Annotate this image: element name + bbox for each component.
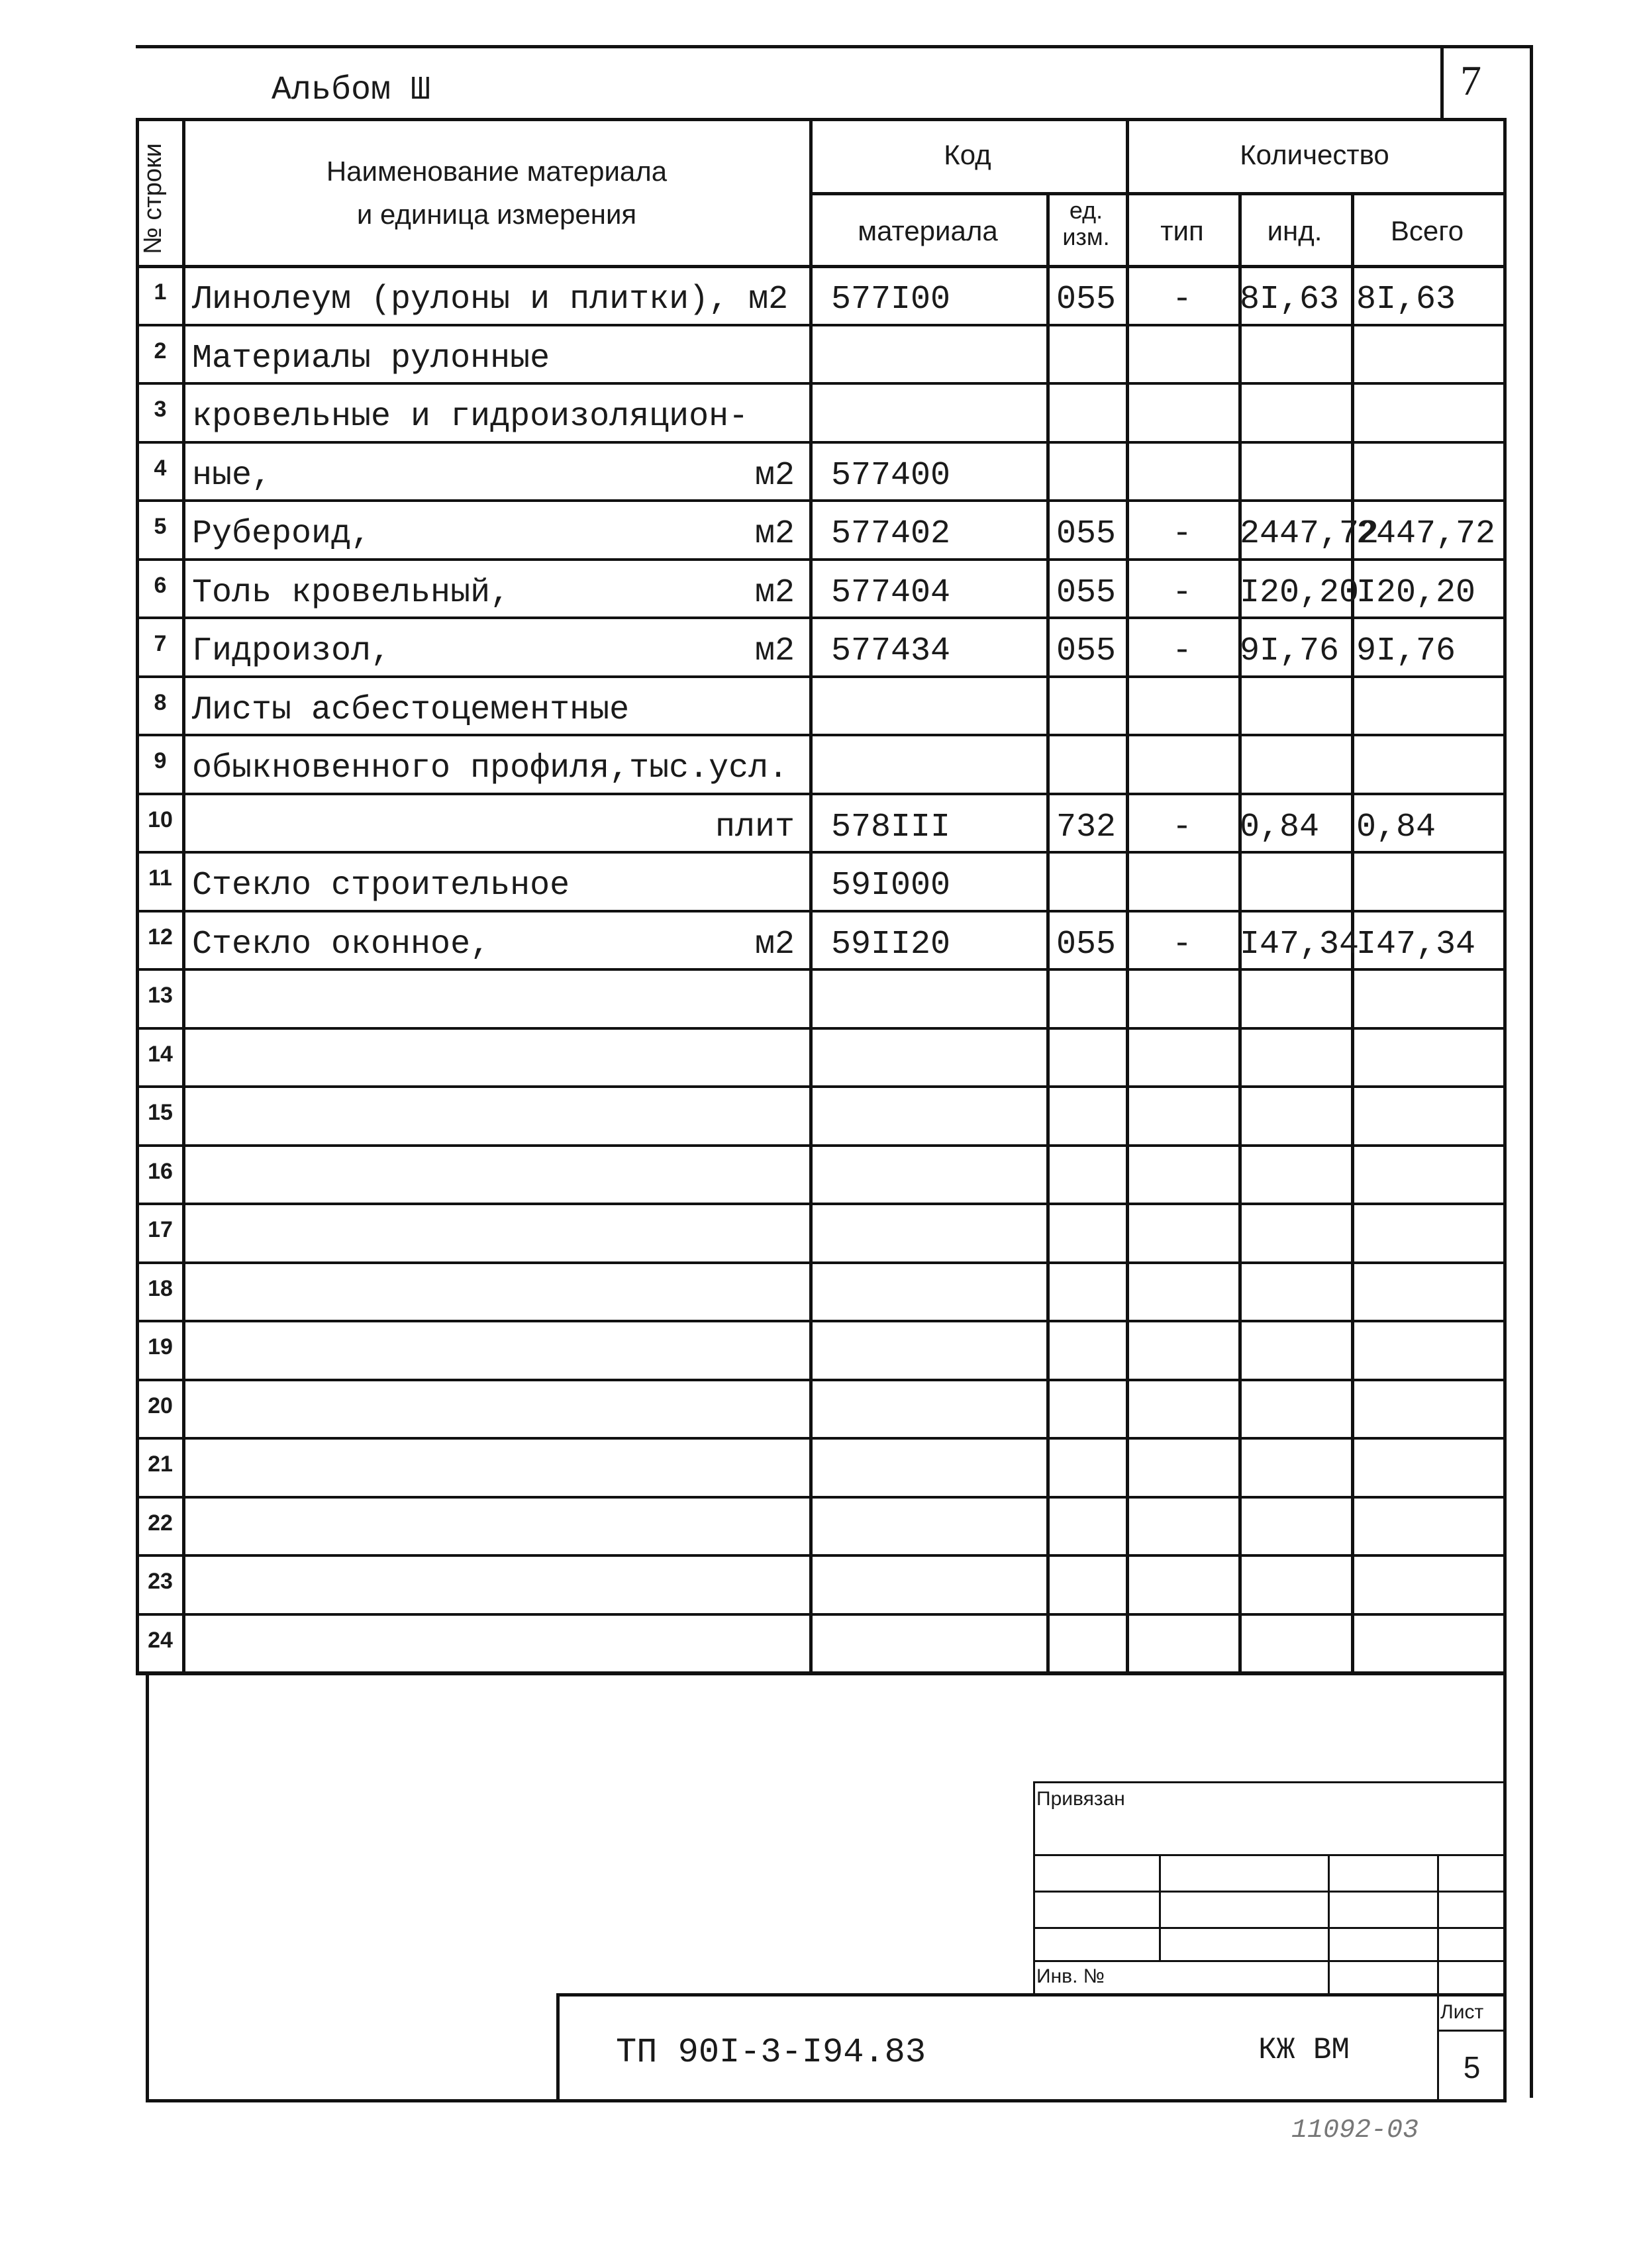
cell-code: 577402 xyxy=(831,515,951,553)
cell-ind: I47,34 xyxy=(1240,925,1360,963)
cell-ind: 9I,76 xyxy=(1240,632,1340,670)
row-number: 8 xyxy=(154,689,167,715)
footer-note: 11092-03 xyxy=(1291,2116,1419,2145)
row-number: 19 xyxy=(148,1334,173,1359)
row-divider xyxy=(136,616,1507,619)
cell-code: 59I000 xyxy=(831,867,951,905)
privyazan-label: Привязан xyxy=(1036,1788,1125,1810)
row-divider xyxy=(136,1496,1507,1499)
cell-total: 2447,72 xyxy=(1356,515,1496,553)
cell-code: 59II20 xyxy=(831,925,951,963)
row-divider xyxy=(136,499,1507,502)
cell-unit: 055 xyxy=(1056,281,1116,319)
cell-unit-label: м2 xyxy=(754,925,795,963)
qty-total-header: Всего xyxy=(1390,215,1464,246)
code-header: Код xyxy=(944,139,991,170)
row-divider xyxy=(136,1554,1507,1557)
row-number: 10 xyxy=(148,807,173,832)
name-header-line1: Наименование материала xyxy=(326,156,668,187)
row-divider xyxy=(136,1613,1507,1616)
cell-unit-label: м2 xyxy=(754,573,795,612)
cell-ind: 8I,63 xyxy=(1240,281,1340,319)
quantity-header: Количество xyxy=(1240,139,1389,170)
row-number: 23 xyxy=(148,1569,173,1594)
row-number: 18 xyxy=(148,1275,173,1301)
cell-code: 577400 xyxy=(831,456,951,495)
row-divider xyxy=(136,1320,1507,1322)
row-divider xyxy=(136,734,1507,736)
cell-name: Листы асбестоцементные xyxy=(192,691,630,729)
row-number: 7 xyxy=(154,631,167,656)
row-number: 6 xyxy=(154,572,167,598)
cell-name: Линолеум (рулоны и плитки), м2 xyxy=(192,281,789,319)
cell-name: Материалы рулонные xyxy=(192,339,550,377)
name-header-line2: и единица измерения xyxy=(356,199,637,230)
row-number: 3 xyxy=(154,397,167,422)
cell-type: - xyxy=(1171,515,1192,553)
row-divider xyxy=(136,793,1507,795)
row-number: 1 xyxy=(154,279,167,305)
cell-type: - xyxy=(1171,281,1192,319)
row-divider xyxy=(136,382,1507,385)
row-number: 24 xyxy=(148,1627,173,1653)
cell-type: - xyxy=(1171,925,1192,963)
row-number: 12 xyxy=(148,924,173,950)
row-divider xyxy=(136,558,1507,561)
row-divider xyxy=(136,1261,1507,1264)
row-number: 17 xyxy=(148,1217,173,1242)
cell-total: 8I,63 xyxy=(1356,281,1456,319)
row-number: 14 xyxy=(148,1041,173,1067)
code-material-header: материала xyxy=(858,215,998,246)
cell-name: Толь кровельный, xyxy=(192,573,511,612)
row-number: 20 xyxy=(148,1393,173,1418)
cell-code: 577434 xyxy=(831,632,951,670)
cell-name: ные, xyxy=(192,456,272,495)
cell-type: - xyxy=(1171,573,1192,612)
row-divider xyxy=(136,1437,1507,1440)
cell-type: - xyxy=(1171,632,1192,670)
cell-name: Стекло оконное, xyxy=(192,925,491,963)
cell-code: 577I00 xyxy=(831,281,951,319)
cell-code: 577404 xyxy=(831,573,951,612)
cell-unit: 055 xyxy=(1056,515,1116,553)
project-code: ТП 90I-3-I94.83 xyxy=(616,2033,926,2072)
cell-name: Рубероид, xyxy=(192,515,372,553)
cell-name: Гидроизол, xyxy=(192,632,391,670)
inv-no-label: Инв. № xyxy=(1036,1965,1105,1987)
row-number: 2 xyxy=(154,338,167,364)
row-divider xyxy=(136,324,1507,326)
cell-unit-label: плит xyxy=(715,808,795,846)
row-divider xyxy=(136,675,1507,678)
cell-name: Стекло строительное xyxy=(192,867,570,905)
sheet-number: 5 xyxy=(1463,2050,1481,2085)
row-number: 16 xyxy=(148,1158,173,1184)
row-number: 11 xyxy=(148,865,172,891)
cell-total: I47,34 xyxy=(1356,925,1476,963)
row-number: 22 xyxy=(148,1510,173,1536)
cell-unit: 732 xyxy=(1056,808,1116,846)
row-divider xyxy=(136,910,1507,912)
cell-unit-label: м2 xyxy=(754,515,795,553)
row-number: 9 xyxy=(154,748,167,773)
code-unit-header: ед. изм. xyxy=(1062,197,1110,250)
cell-unit: 055 xyxy=(1056,573,1116,612)
row-divider xyxy=(136,851,1507,854)
cell-name: кровельные и гидроизоляцион- xyxy=(192,398,749,436)
row-number: 4 xyxy=(154,455,167,481)
album-title: Альбом Ш xyxy=(272,72,431,109)
sheet-label: Лист xyxy=(1440,2001,1484,2023)
cell-type: - xyxy=(1171,808,1192,846)
row-divider xyxy=(136,441,1507,444)
cell-name: обыкновенного профиля,тыс.усл. xyxy=(192,750,789,787)
cell-unit: 055 xyxy=(1056,632,1116,670)
section-code: КЖ ВМ xyxy=(1258,2033,1350,2067)
row-number: 15 xyxy=(148,1100,173,1125)
row-divider xyxy=(136,1203,1507,1205)
cell-ind: I20,20 xyxy=(1240,573,1360,612)
row-divider xyxy=(136,1085,1507,1088)
cell-code: 578III xyxy=(831,808,951,846)
row-divider xyxy=(136,1144,1507,1147)
row-number: 5 xyxy=(154,514,167,539)
cell-total: 9I,76 xyxy=(1356,632,1456,670)
qty-type-header: тип xyxy=(1160,215,1204,246)
row-number: 21 xyxy=(148,1452,173,1477)
cell-unit-label: м2 xyxy=(754,632,795,670)
cell-ind: 2447,72 xyxy=(1240,515,1379,553)
cell-ind: 0,84 xyxy=(1240,808,1320,846)
qty-ind-header: инд. xyxy=(1267,215,1322,246)
row-divider xyxy=(136,1027,1507,1030)
cell-total: I20,20 xyxy=(1356,573,1476,612)
page-number: 7 xyxy=(1460,57,1481,104)
row-number-header: № строки xyxy=(139,143,167,254)
cell-total: 0,84 xyxy=(1356,808,1436,846)
cell-unit-label: м2 xyxy=(754,456,795,495)
row-divider xyxy=(136,1379,1507,1381)
row-divider xyxy=(136,968,1507,971)
cell-unit: 055 xyxy=(1056,925,1116,963)
row-number: 13 xyxy=(148,983,173,1008)
